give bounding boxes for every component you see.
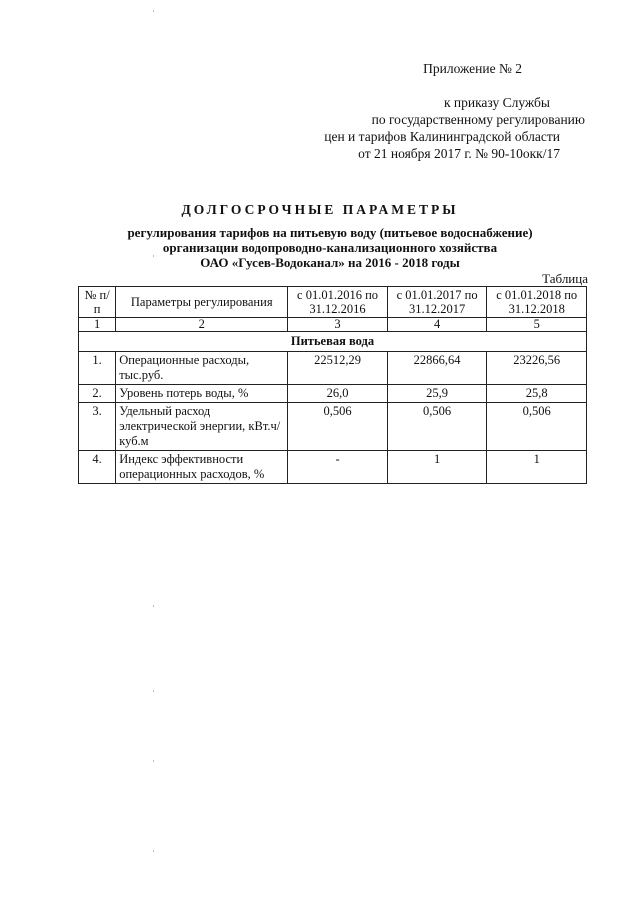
order-line-2: по государственному регулированию	[371, 112, 585, 127]
column-number: 1	[79, 318, 116, 332]
scan-speck	[153, 605, 154, 607]
column-number: 4	[387, 318, 487, 332]
document-subtitle	[100, 225, 560, 270]
header-2017: с 01.01.2017 по 31.12.2017	[387, 287, 487, 318]
header-2018: с 01.01.2018 по 31.12.2018	[487, 287, 587, 318]
section-row	[79, 332, 587, 352]
subtitle-line-3: ОАО «Гусев-Водоканал» на 2016 - 2018 годы	[200, 255, 460, 270]
column-number: 5	[487, 318, 587, 332]
column-number: 2	[116, 318, 288, 332]
section-title: Питьевая вода	[79, 332, 587, 352]
order-line-4: от 21 ноября 2017 г. № 90-10окк/17	[358, 146, 560, 161]
order-reference-block	[280, 60, 600, 162]
row-value-2016: -	[288, 451, 388, 484]
order-line-1: к приказу Службы	[443, 95, 550, 110]
parameters-table	[78, 286, 587, 484]
row-parameter: Уровень потерь воды, %	[116, 385, 288, 403]
row-parameter: Операционные расходы, тыс.руб.	[116, 352, 288, 385]
table-row	[79, 403, 587, 451]
table-row	[79, 451, 587, 484]
annex-label: Приложение № 2	[423, 61, 522, 76]
row-value-2017: 25,9	[387, 385, 487, 403]
row-value-2018: 25,8	[487, 385, 587, 403]
row-number: 4.	[79, 451, 116, 484]
subtitle-line-2: организации водопроводно-канализационного хозяйства	[162, 240, 498, 255]
row-value-2018: 1	[487, 451, 587, 484]
table-row	[79, 385, 587, 403]
row-value-2016: 22512,29	[288, 352, 388, 385]
table-header-row	[79, 287, 587, 318]
column-number: 3	[288, 318, 388, 332]
document-title: ДОЛГОСРОЧНЫЕ ПАРАМЕТРЫ	[181, 202, 459, 217]
scan-speck	[153, 850, 154, 852]
table-caption: Таблица	[542, 271, 588, 286]
row-number: 1.	[79, 352, 116, 385]
table-row	[79, 352, 587, 385]
header-parameter: Параметры регулирования	[116, 287, 288, 318]
row-number: 2.	[79, 385, 116, 403]
row-value-2018: 0,506	[487, 403, 587, 451]
order-line-3: цен и тарифов Калининградской области	[324, 129, 560, 144]
header-2016: с 01.01.2016 по 31.12.2016	[288, 287, 388, 318]
scan-speck	[153, 760, 154, 762]
row-value-2017: 1	[387, 451, 487, 484]
row-number: 3.	[79, 403, 116, 451]
subtitle-line-1: регулирования тарифов на питьевую воду (питьевое водоснабжение)	[127, 225, 533, 240]
scan-speck	[153, 10, 154, 12]
row-value-2017: 0,506	[387, 403, 487, 451]
scan-speck	[153, 255, 154, 257]
scan-speck	[153, 690, 154, 692]
column-number-row	[79, 318, 587, 332]
row-parameter: Удельный расход электрической энергии, кВт.ч/куб.м	[116, 403, 288, 451]
header-number: № п/п	[79, 287, 116, 318]
row-value-2017: 22866,64	[387, 352, 487, 385]
row-parameter: Индекс эффективности операционных расходов, %	[116, 451, 288, 484]
row-value-2016: 0,506	[288, 403, 388, 451]
row-value-2016: 26,0	[288, 385, 388, 403]
row-value-2018: 23226,56	[487, 352, 587, 385]
